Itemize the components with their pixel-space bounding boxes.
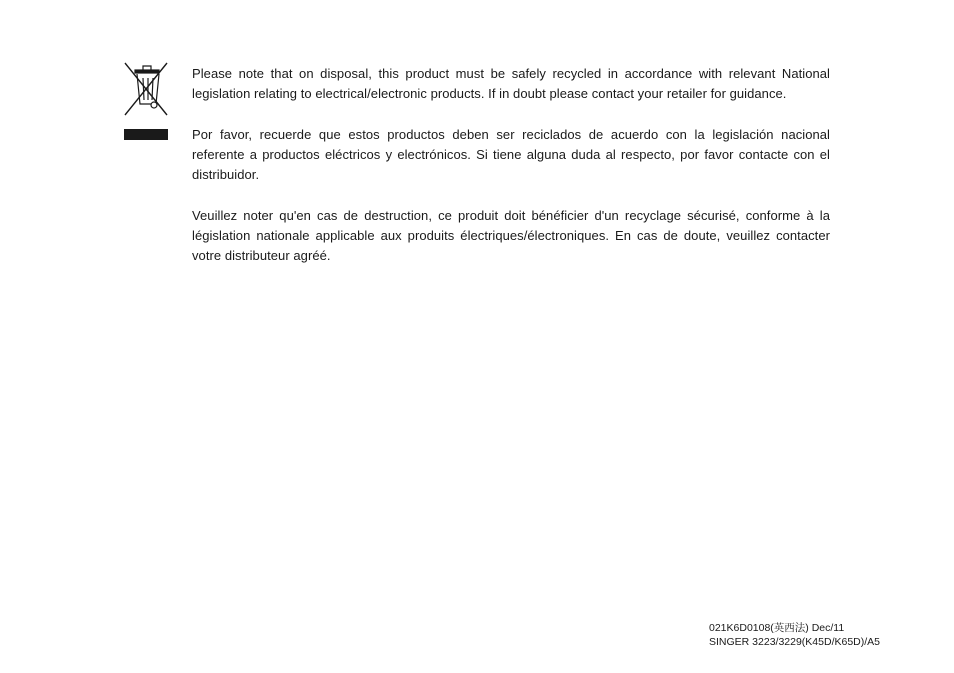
document-footer	[709, 622, 880, 649]
footer-doc-code: 021K6D0108(英西法) Dec/11	[709, 622, 845, 634]
disposal-notices	[192, 64, 830, 287]
notice-french: Veuillez noter qu'en cas de destruction, ce produit doit bénéficier d'un recyclage sécurisé, conforme à la législation nationale applicable aux produits électriques/électroniques. En cas de doute, veuillez contacter votre distributeur agréé.	[192, 208, 830, 263]
crossed-out-wheelie-bin-icon	[123, 61, 169, 141]
notice-english: Please note that on disposal, this product must be safely recycled in accordance with relevant National legislation relating to electrical/electronic products. If in doubt please contact your retailer for guidance.	[192, 66, 830, 101]
notice-spanish: Por favor, recuerde que estos productos deben ser reciclados de acuerdo con la legislación nacional referente a productos eléctricos y electrónicos. Si tiene alguna duda al respecto, por favor contacte con el distribuidor.	[192, 127, 830, 182]
footer-model: SINGER 3223/3229(K45D/K65D)/A5	[709, 635, 881, 648]
